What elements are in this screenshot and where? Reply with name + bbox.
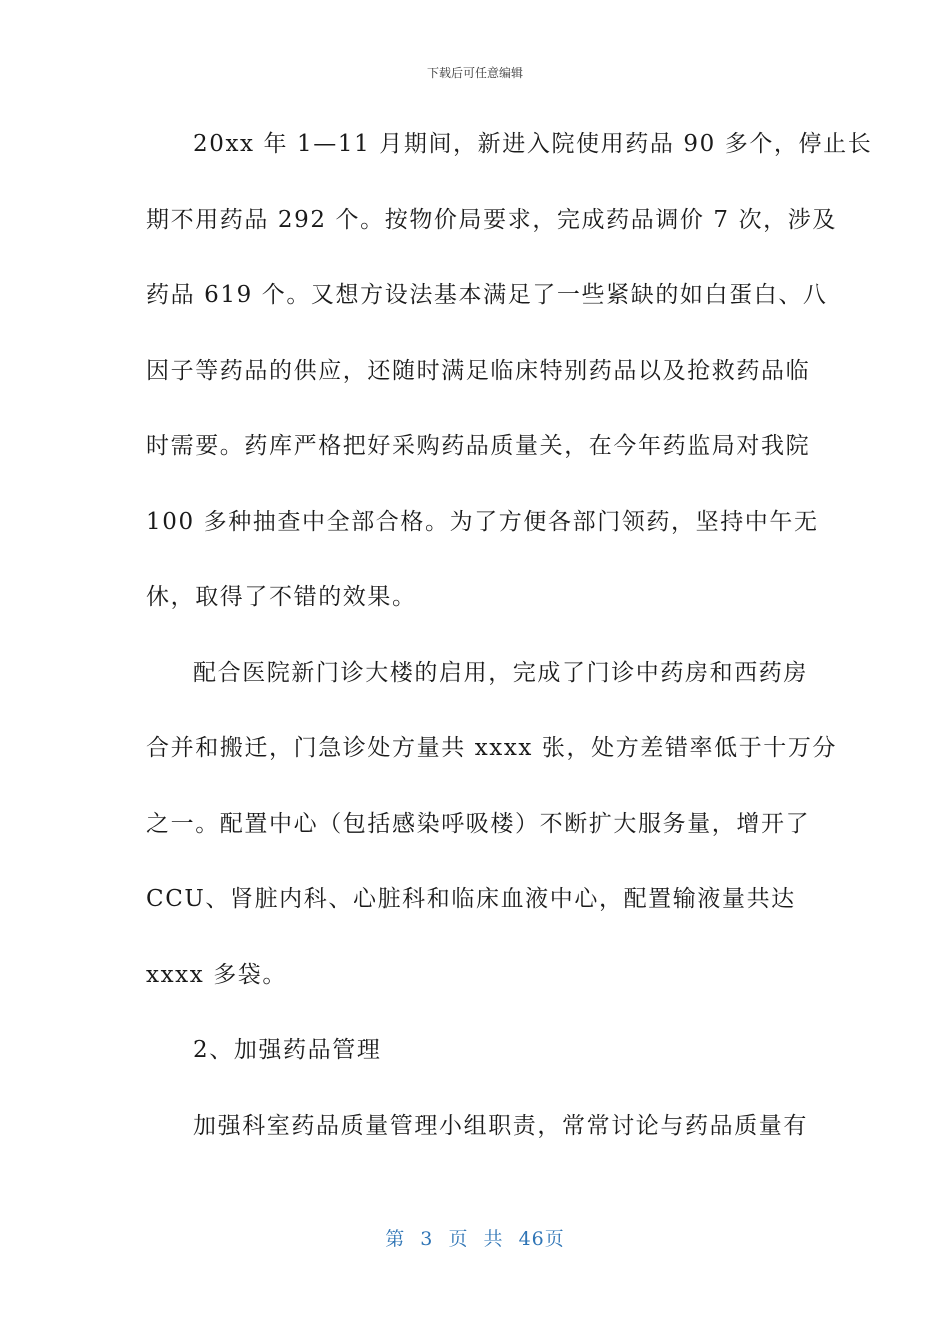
text-line: 休，取得了不错的效果。	[146, 584, 417, 610]
text-line: CCU、肾脏内科、心脏科和临床血液中心，配置输液量共达	[146, 886, 796, 912]
footer-total-word: 共	[483, 1228, 504, 1250]
section-heading: 2、加强药品管理	[193, 1037, 382, 1063]
page-header: 下载后可任意编辑	[426, 66, 523, 80]
footer-page-word: 页	[448, 1228, 469, 1250]
current-page-number: 3	[420, 1228, 434, 1250]
text-line: 药品 619 个。又想方设法基本满足了一些紧缺的如白蛋白、八	[146, 282, 828, 308]
text-line: 因子等药品的供应，还随时满足临床特别药品以及抢救药品临	[146, 357, 811, 384]
page-footer	[0, 1226, 950, 1252]
footer-prefix: 第	[385, 1228, 406, 1250]
document-body	[146, 125, 873, 1182]
text-line: 加强科室药品质量管理小组职责，常常讨论与药品质量有	[193, 1112, 808, 1139]
text-line: 合并和搬迁，门急诊处方量共 xxxx 张，处方差错率低于十万分	[146, 735, 838, 761]
text-line: xxxx 多袋。	[146, 961, 287, 988]
text-line: 之一。配置中心（包括感染呼吸楼）不断扩大服务量，增开了	[146, 810, 811, 837]
text-line: 时需要。药库严格把好采购药品质量关，在今年药监局对我院	[146, 433, 811, 459]
total-pages: 46页	[518, 1228, 565, 1250]
text-line: 期不用药品 292 个。按物价局要求，完成药品调价 7 次，涉及	[146, 206, 837, 233]
text-line: 配合医院新门诊大楼的启用，完成了门诊中药房和西药房	[193, 659, 808, 686]
text-line: 100 多种抽查中全部合格。为了方便各部门领药，坚持中午无	[146, 508, 819, 535]
text-line: 20xx 年 1—11 月期间，新进入院使用药品 90 多个，停止长	[193, 131, 873, 157]
